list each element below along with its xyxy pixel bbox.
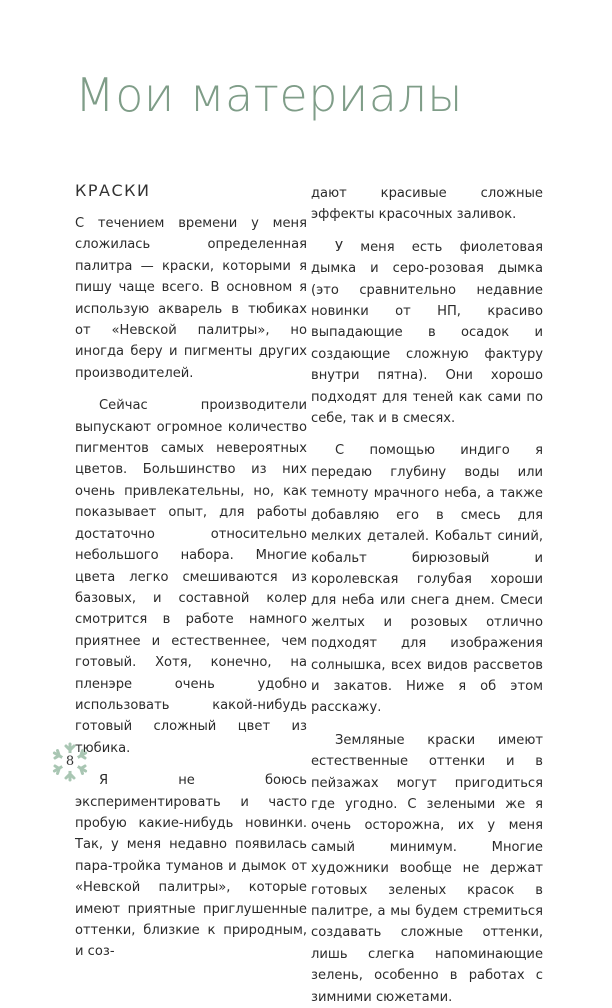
section-heading: КРАСКИ [75, 181, 151, 200]
paragraph: Сейчас производители выпускают огромное количество пигментов самых невероятных цветов. Большинство из них очень привлекательны, но, как показывает опыт, для работы достаточно относительно небольшого набора. Многие цвета легко смешиваются из базовых, и составной колер смотрится в работе намного приятнее и естественнее, чем готовый. Хотя, конечно, на пленэре очень удобно использовать какой-нибудь готовый сложный цвет из тюбика. [75, 398, 307, 756]
paragraph: Я не боюсь экспериментировать и часто пробую какие-нибудь новинки. Так, у меня недавно появилась пара-тройка туманов и дымок от «Невской палитры», которые имеют приятные приглушенные оттенки, близкие к природным, и соз- [75, 773, 307, 960]
page-title: Мои материалы [75, 68, 463, 122]
left-column [75, 180, 307, 963]
paragraph: С помощью индиго я передаю глубину воды или темноту мрачного неба, а также добавляю его в смесь для мелких деталей. Кобальт синий, кобальт бирюзовый и королевская голубая хороши для неба или снега днем. Смеси желтых и розовых отлично подходят для изображения солнышка, всех видов рассветов и закатов. Ниже я об этом расскажу. [311, 443, 543, 716]
paragraph: У меня есть фиолетовая дымка и серо-розовая дымка (это сравнительно недавние новинки от НП, красиво выпадающие в осадок и создающие сложную фактуру внутри пятна). Они хорошо подходят для теней как сами по себе, так и в смесях. [311, 239, 543, 427]
paragraph: Земляные краски имеют естественные оттенки и в пейзажах могут пригодиться где угодно. С зелеными же я очень осторожна, их у меня самый минимум. Многие художники вообще не держат готовых зеленых красок в палитре, а мы будем стремиться создавать сложные оттенки, лишь слегка напоминающие зелень, особенно в работах с зимними сюжетами. [311, 732, 543, 1005]
paragraph: дают красивые сложные эффекты красочных заливок. [311, 186, 543, 223]
paragraph: С течением времени у меня сложилась определенная палитра — краски, которыми я пишу чаще всего. В основном я использую акварель в тюбиках от «Невской палитры», но иногда беру и пигменты других производителей. [75, 216, 307, 381]
right-column [311, 183, 543, 1008]
page-number: 8 [65, 754, 75, 769]
page-footer [50, 742, 90, 782]
